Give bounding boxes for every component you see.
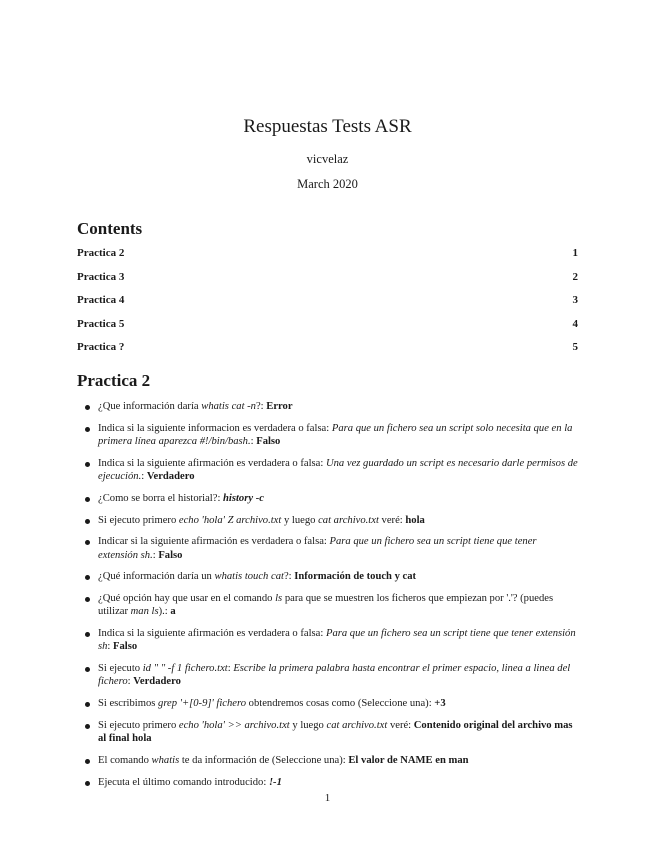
toc-entry[interactable]	[77, 341, 578, 365]
text-run: te da información de (Seleccione una):	[179, 754, 349, 766]
toc-entry-label: Practica 2	[77, 247, 125, 259]
toc-entry-label: Practica 5	[77, 317, 125, 330]
emphasis-text: cat archivo.txt	[318, 514, 379, 526]
question-text	[94, 592, 579, 618]
list-item	[77, 422, 579, 448]
question-text	[94, 492, 579, 505]
text-run: :	[227, 663, 234, 675]
list-item	[77, 570, 579, 583]
emphasis-text: grep '+[0-9]' fichero	[158, 698, 247, 710]
text-run: ¿Que información daría	[98, 401, 202, 412]
text-run: El comando	[98, 754, 152, 766]
toc-entry[interactable]	[77, 294, 578, 318]
bullet-icon	[85, 759, 90, 764]
text-run: ).:	[158, 606, 171, 618]
bullet-icon	[85, 667, 90, 672]
list-item	[77, 754, 579, 767]
emphasis-text: Para que un fichero sea un script tiene que tener extensión sh	[98, 628, 576, 653]
answer-text: Falso	[113, 641, 138, 653]
list-item	[77, 662, 579, 688]
bullet-icon	[85, 724, 90, 729]
bullet-icon	[85, 702, 90, 707]
emphasis-text: whatis	[151, 754, 180, 766]
text-run: Ejecuta el último comando introducido:	[98, 776, 269, 788]
answer-text: Falso	[158, 549, 183, 561]
text-run: Si ejecuto	[98, 663, 143, 675]
answer-text: !-1	[268, 776, 282, 788]
toc-entry[interactable]	[77, 247, 578, 271]
document-date: March 2020	[297, 177, 358, 191]
text-run: :	[152, 549, 159, 561]
text-run: ¿Como se borra el historial?:	[98, 492, 224, 504]
text-run: Si escribimos	[98, 698, 159, 710]
answer-text: El valor de NAME en man	[348, 754, 469, 766]
bullet-icon	[85, 497, 90, 502]
emphasis-text: whatis touch cat	[214, 571, 284, 583]
document-author: vicvelaz	[306, 152, 349, 166]
toc-entry-label: Practica 4	[77, 294, 125, 306]
question-text	[94, 422, 579, 448]
toc-entry-page: 5	[572, 341, 578, 353]
text-run: Si ejecuto primero	[98, 719, 179, 731]
toc-entry-label: Practica ?	[77, 341, 125, 353]
question-text	[94, 754, 579, 767]
question-text	[94, 697, 579, 710]
emphasis-text: whatis cat -n	[201, 401, 256, 412]
text-run: Indicar si la siguiente afirmación es verdadera o falsa:	[98, 536, 330, 548]
list-item	[77, 592, 579, 618]
text-run: :	[107, 641, 114, 653]
text-run: obtendremos cosas como (Seleccione una):	[246, 698, 435, 710]
answer-text: Error	[266, 401, 293, 412]
answer-text: Información de touch y cat	[294, 571, 417, 583]
toc-entry-page: 2	[572, 270, 578, 283]
list-item	[77, 776, 579, 789]
question-text	[94, 662, 579, 688]
bullet-icon	[85, 597, 90, 602]
question-text	[94, 776, 579, 789]
bullet-icon	[85, 405, 90, 410]
emphasis-text: cat archivo.txt	[326, 719, 388, 731]
list-item	[77, 400, 579, 413]
text-run: veré:	[387, 719, 414, 731]
emphasis-text: ls	[275, 593, 283, 605]
contents-heading: Contents	[77, 219, 143, 238]
answer-text: history -c	[223, 492, 264, 504]
answer-text: Falso	[256, 436, 281, 447]
bullet-icon	[85, 427, 90, 432]
text-run: ¿Qué información daría un	[98, 571, 215, 583]
question-text	[94, 627, 579, 653]
emphasis-text: man ls	[130, 606, 159, 618]
list-item	[77, 535, 579, 561]
answer-text: Verdadero	[146, 471, 195, 482]
toc-entry-page: 4	[572, 317, 578, 330]
list-item	[77, 697, 579, 710]
text-run: Indica si la siguiente afirmación es verdadera o falsa:	[98, 628, 326, 640]
emphasis-text: echo 'hola' >> archivo.txt	[178, 719, 290, 731]
question-text	[94, 535, 579, 561]
emphasis-text: Escribe la primera palabra hasta encontrar el primer espacio, linea a linea del fichero	[98, 663, 571, 688]
text-run: y luego	[289, 719, 327, 731]
text-run: ¿Qué opción hay que usar en el comando	[98, 593, 276, 605]
bullet-icon	[85, 575, 90, 580]
toc-entry-label: Practica 3	[77, 270, 125, 283]
text-run: ?:	[255, 401, 267, 412]
text-run: Si ejecuto primero	[98, 514, 179, 526]
toc-entry[interactable]	[77, 318, 578, 342]
section-heading: Practica 2	[77, 371, 151, 390]
emphasis-text: Una vez guardado un script es necesario darle permisos de ejecución.	[98, 457, 578, 482]
question-text	[94, 514, 579, 527]
question-text	[94, 457, 579, 483]
table-of-contents	[77, 247, 578, 365]
text-run: :	[250, 436, 257, 447]
answer-text: +3	[434, 698, 446, 710]
text-run: :	[141, 471, 147, 482]
bullet-icon	[85, 781, 90, 786]
answer-text: hola	[405, 514, 425, 526]
question-text	[94, 719, 579, 745]
bullet-icon	[85, 462, 90, 467]
emphasis-text: Para que un fichero sea un script solo necesita que en la primera línea aparezca #!/bin/bash.	[98, 422, 573, 447]
toc-entry-page: 1	[572, 247, 578, 259]
emphasis-text: id " " -f 1 fichero.txt	[142, 663, 228, 675]
answer-text: a	[170, 606, 176, 618]
list-item	[77, 719, 579, 745]
list-item	[77, 514, 579, 527]
question-list	[77, 400, 579, 798]
text-run: :	[127, 676, 134, 688]
text-run: veré:	[378, 514, 406, 526]
emphasis-text: echo 'hola' Z archivo.txt	[178, 514, 282, 526]
document-title: Respuestas Tests ASR	[243, 116, 412, 137]
list-item	[77, 627, 579, 653]
answer-text: Verdadero	[133, 676, 181, 688]
toc-entry-page: 3	[572, 294, 578, 306]
text-run: y luego	[281, 514, 319, 526]
list-item	[77, 492, 579, 505]
bullet-icon	[85, 632, 90, 637]
bullet-icon	[85, 540, 90, 545]
bullet-icon	[85, 519, 90, 524]
emphasis-text: Para que un fichero sea un script tiene que tener extensión sh.	[98, 536, 537, 561]
question-text	[94, 570, 579, 583]
question-text	[94, 400, 579, 413]
answer-text: Contenido original del archivo mas al final hola	[98, 719, 573, 745]
text-run: Indica si la siguiente informacion es verdadera o falsa:	[98, 422, 332, 434]
page-number: 1	[324, 792, 331, 804]
list-item	[77, 457, 579, 483]
text-run: Indica si la siguiente afirmación es verdadera o falsa:	[98, 457, 326, 469]
toc-entry[interactable]	[77, 271, 578, 295]
text-run: para que se muestren los ficheros que empiezan por '.'? (puedes utilizar	[98, 593, 554, 618]
text-run: ?:	[283, 571, 295, 583]
